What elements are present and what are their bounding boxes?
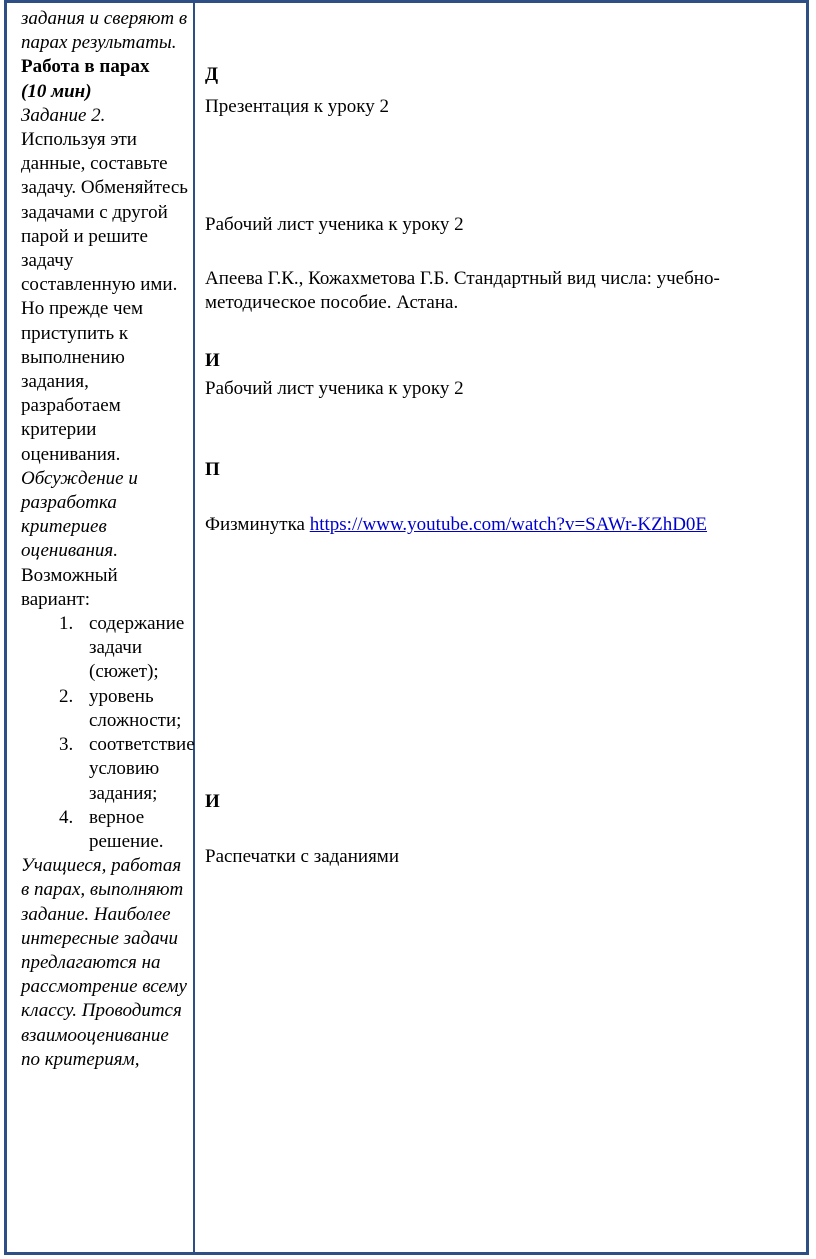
closing-text: Учащиеся, работая в парах, выполняют задание. Наиболее интересные задачи предлагаются на рассмотрение всему классу. Проводится взаимооценивание по критериям, xyxy=(21,855,187,1070)
physminute-line xyxy=(205,513,707,537)
column-divider xyxy=(193,3,195,1252)
label-i-2: И xyxy=(205,791,220,812)
criteria-list xyxy=(21,612,195,854)
label-d: Д xyxy=(205,64,219,85)
printouts-text: Распечатки с заданиями xyxy=(205,846,399,867)
label-p: П xyxy=(205,459,220,480)
intro-text: задания и сверяют в парах результаты. xyxy=(21,8,188,54)
task-label: Задание 2. xyxy=(21,104,106,126)
reference-line-2: методическое пособие. Астана. xyxy=(205,292,459,313)
presentation-text: Презентация к уроку 2 xyxy=(205,96,389,117)
discussion-text: Обсуждение и разработка критериев оценивания. xyxy=(21,467,138,562)
physminute-label: Физминутка xyxy=(205,514,305,535)
criteria-item: 4. верное решение. xyxy=(59,806,164,852)
resources-table xyxy=(4,0,809,1255)
variant-text: Возможный вариант: xyxy=(21,564,118,610)
pair-work-title: Работа в парах xyxy=(21,56,150,78)
worksheet-text: Рабочий лист ученика к уроку 2 xyxy=(205,214,464,235)
worksheet-text-2: Рабочий лист ученика к уроку 2 xyxy=(205,378,464,399)
task-text: Используя эти данные, составьте задачу. Обменяйтесь задачами с другой парой и решите задачу составленную ими. Но прежде чем приступить к выполнению задания, разработаем критерии оценивания. xyxy=(21,129,188,465)
reference-line-1: Апеева Г.К., Кожахметова Г.Б. Стандартный вид числа: учебно- xyxy=(205,268,720,289)
criteria-item: 3. соответствие условию задания; xyxy=(59,734,195,804)
pair-work-time: (10 мин) xyxy=(21,80,92,102)
criteria-item: 2. уровень сложности; xyxy=(59,685,182,731)
pair-work-heading xyxy=(21,55,189,79)
label-i: И xyxy=(205,350,220,371)
criteria-item: 1. содержание задачи (сюжет); xyxy=(59,613,185,683)
youtube-link[interactable]: https://www.youtube.com/watch?v=SAWr-KZhD0E xyxy=(309,514,708,535)
activity-column xyxy=(21,7,195,1072)
